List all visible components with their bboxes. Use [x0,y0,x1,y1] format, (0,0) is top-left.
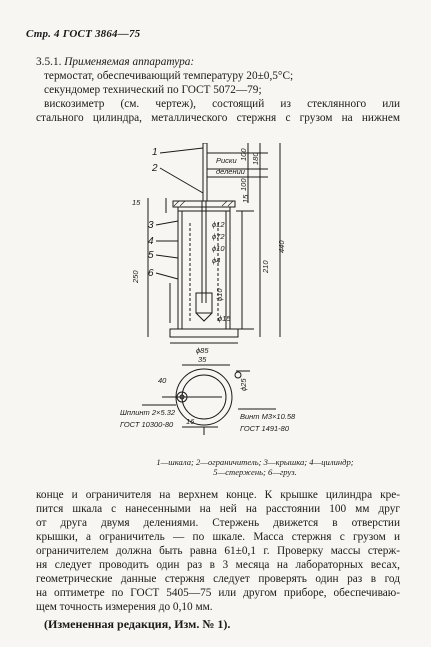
figure-caption [150,457,360,477]
label-screw: Винт М3×10.58 [240,412,296,421]
dim-250: 250 [131,270,140,283]
dim-40: 40 [158,376,167,385]
section-title: Применяемая аппаратура: [64,56,195,68]
dim-phi10-a: ϕ10 [212,244,225,253]
caption-line-2: 5—стержень; 6—груз. [213,467,297,477]
dim-phi85: ϕ85 [196,346,209,355]
caption-line-1: 1—шкала; 2—ограничитель; 3—крышка; 4—цилиндр; [156,457,354,467]
dim-phi15: ϕ15 [218,314,231,323]
body-line-4: крышки, а ограничитель — по шкале. Масса стержня с грузом и [36,531,400,543]
text-line-2: секундомер технический по ГОСТ 5072—79; [44,84,262,96]
body-line-2: пится шкала с нанесенными на ней на расстоянии 100 мм друг [36,503,400,515]
text-line-4: стального цилиндра, металлического стержня с грузом на нижнем [36,112,400,124]
body-line-8: на оптиметре по ГОСТ 5405—75 или другом приборе, обеспечиваю- [36,587,400,599]
dim-180: 180 [251,152,260,165]
dim-100-a: 100 [239,148,248,161]
dim-16: 16 [186,417,195,426]
dim-phi72: ϕ72 [212,232,225,241]
amendment-note: (Измененная редакция, Изм. № 1). [44,617,231,631]
label-screw-gost: ГОСТ 1491-80 [240,424,290,433]
body-line-9: щем точность измерения до 0,10 мм. [36,601,213,613]
dim-15-right: 15 [241,194,250,203]
label-pin: Шплинт 2×5.32 [120,408,176,417]
page-header: Стр. 4 ГОСТ 3864—75 [26,28,141,40]
callout-4: 4 [148,236,154,247]
text-line-3: вискозиметр (см. чертеж), состоящий из стеклянного или [44,98,400,110]
dim-210: 210 [261,260,270,273]
section-heading [36,55,194,69]
dim-phi12: ϕ12 [212,220,225,229]
body-line-3: от друга двумя делениями. Стержень движется в отверстии [36,517,400,529]
body-line-1: конце и ограничителя на верхнем конце. К крышке цилиндра кре- [36,489,400,501]
scale-strip [203,143,207,201]
dim-phi4: ϕ4 [212,256,221,265]
text-line-1: термостат, обеспечивающий температуру 20±0,5°С; [44,70,294,82]
callout-1: 1 [152,147,158,158]
dim-15-top: 15 [132,198,141,207]
label-deleniy: делений [216,167,245,176]
body-line-6: ня следует проводить один раз в 3 месяца на лабораторных весах, [36,559,400,571]
callout-6: 6 [148,268,154,279]
callout-3: 3 [148,220,154,231]
dim-phi10-b: ϕ10 [215,288,224,301]
callout-5: 5 [148,250,154,261]
section-number: 3.5.1. [36,56,62,68]
viscometer-drawing [118,143,348,455]
dim-100-b: 100 [239,178,248,191]
dim-phi25: ϕ25 [239,378,248,391]
body-line-5: ограничителем должна быть равна 61±0,1 г. Проверку массы стерж- [36,545,400,557]
label-pin-gost: ГОСТ 10300-80 [120,420,174,429]
body-line-7: геометрические данные стержня следует проверять один раз в год [36,573,400,585]
dim-440: 440 [277,240,286,253]
callout-2: 2 [152,163,158,174]
label-riski: Риски [216,156,237,165]
dim-35: 35 [198,355,207,364]
